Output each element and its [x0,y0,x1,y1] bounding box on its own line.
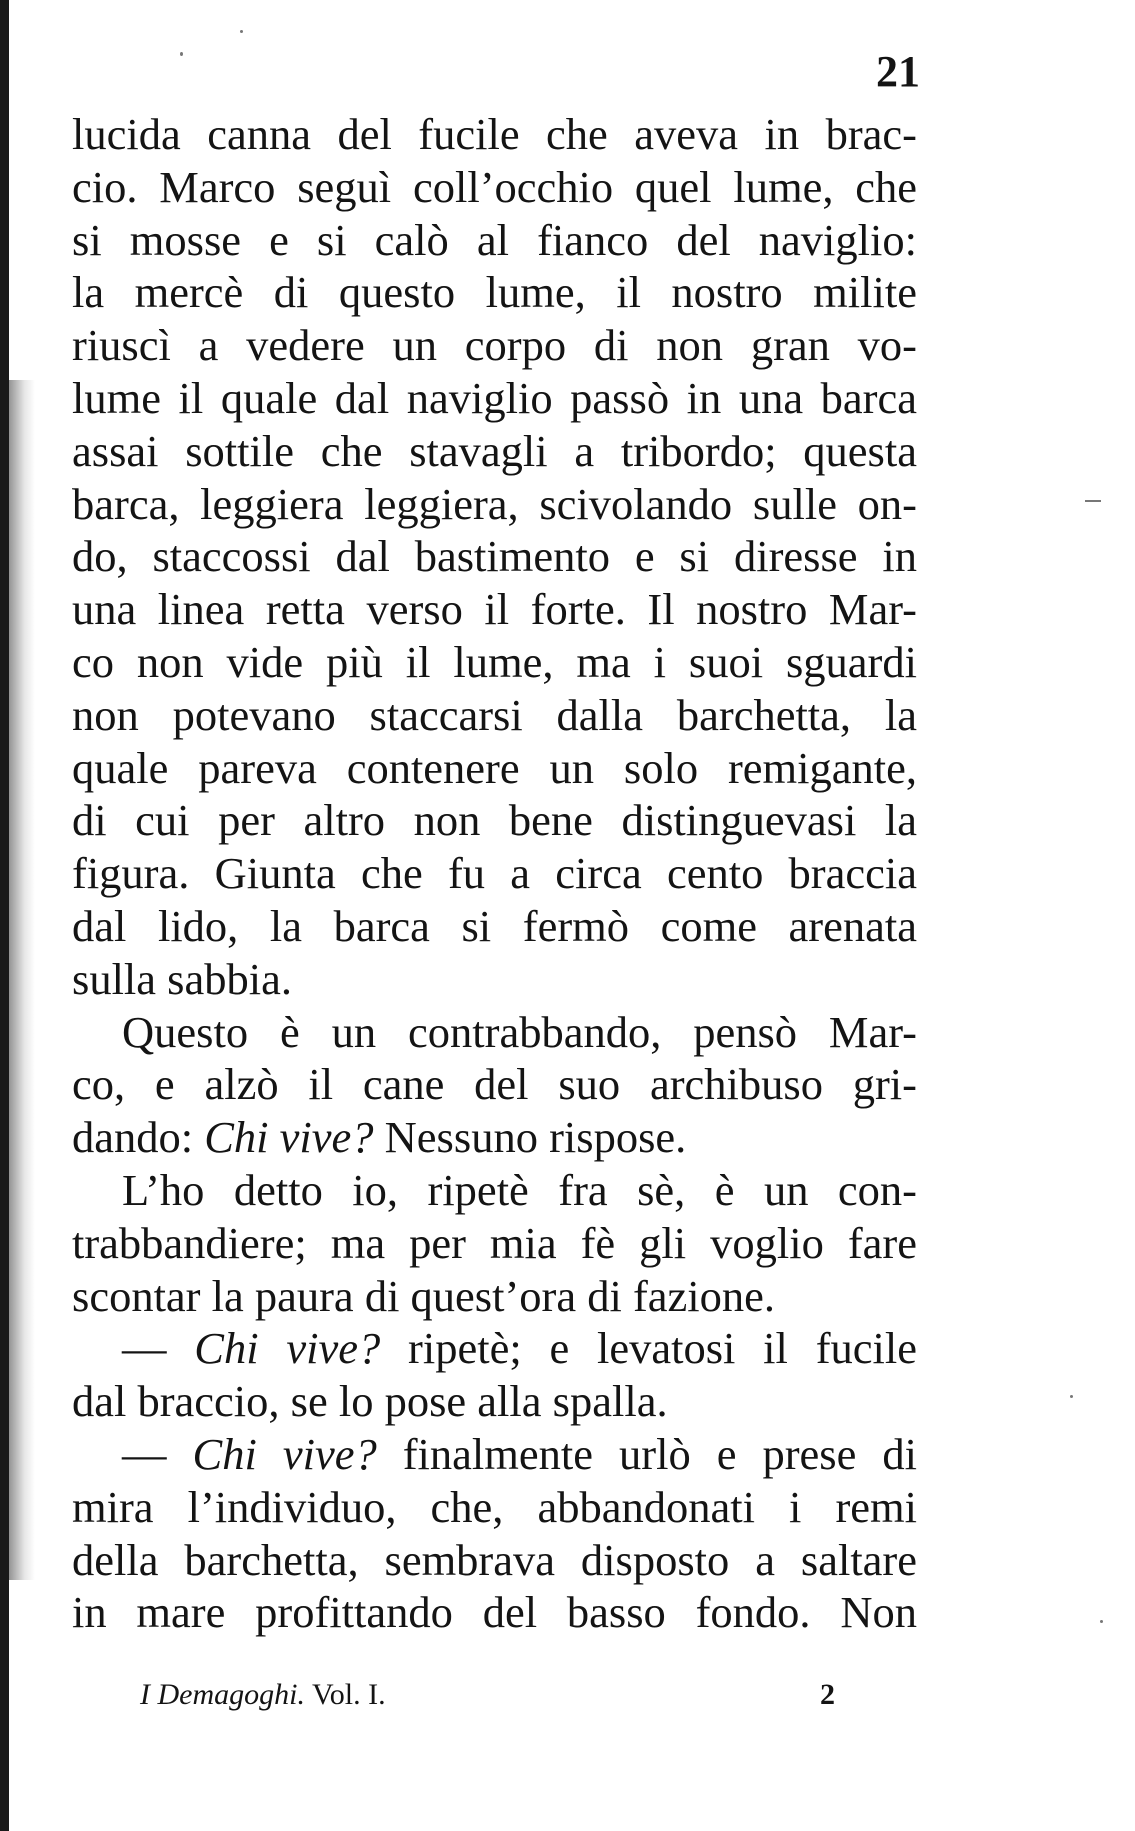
text-line: assai sottile che stavagli a tribordo; questa [72,425,917,476]
text-line: una linea retta verso il forte. Il nostro Mar- [72,584,917,635]
text-line: la mercè di questo lume, il nostro milite [72,267,917,318]
binding-edge [0,0,9,1831]
page-number: 21 [876,47,920,96]
text-line: dando: Chi vive? Nessuno rispose. [72,1112,687,1163]
text-line: co non vide più il lume, ma i suoi sguardi [72,636,917,687]
text-line: trabbandiere; ma per mia fè gli voglio fare [72,1217,917,1268]
text-line: lucida canna del fucile che aveva in brac- [72,109,917,159]
text-line: dal braccio, se lo pose alla spalla. [72,1376,668,1427]
text-line: cio. Marco seguì coll’occhio quel lume, che [72,161,917,212]
text-line: Questo è un contrabbando, pensò Mar- [122,1006,917,1057]
text-line: mira l’individuo, che, abbandonati i remi [72,1481,917,1532]
scan-speck [180,52,183,56]
binding-shadow [9,380,35,1580]
text-line: barca, leggiera leggiera, scivolando sulle on- [72,478,917,529]
text-line: in mare profittando del basso fondo. Non [72,1587,917,1638]
footer-volume: Vol. I. [311,1678,386,1711]
scan-speck [240,30,243,33]
text-line: lume il quale dal naviglio passò in una barca [72,372,917,423]
text-line: non potevano staccarsi dalla barchetta, la [72,689,917,740]
text-line: sulla sabbia. [72,953,292,1004]
signature-mark: 2 [820,1678,835,1711]
italic-phrase: Chi vive? [192,1428,377,1479]
page-footer [140,1680,840,1710]
italic-phrase: Chi vive? [204,1112,374,1163]
text-line: co, e alzò il cane del suo archibuso gri- [72,1059,917,1110]
scan-speck [1085,500,1101,502]
text-line: dal lido, la barca si fermò come arenata [72,900,917,951]
text-line: — Chi vive? ripetè; e levatosi il fucile [122,1323,917,1374]
body-text [72,108,917,1639]
text-line: figura. Giunta che fu a circa cento braccia [72,848,917,899]
text-line: do, staccossi dal bastimento e si diresse in [72,531,917,582]
text-line: di cui per altro non bene distinguevasi la [72,795,917,846]
scan-speck [1070,1395,1073,1398]
text-line: quale pareva contenere un solo remigante, [72,742,917,793]
text-line: della barchetta, sembrava disposto a saltare [72,1534,917,1585]
text-line: riuscì a vedere un corpo di non gran vo- [72,320,917,371]
text-line: L’ho detto io, ripetè fra sè, è un con- [122,1164,917,1215]
scan-speck [1100,1620,1103,1623]
footer-book-title: I Demagoghi. [140,1678,305,1711]
text-line: scontar la paura di quest’ora di fazione. [72,1270,776,1321]
text-line: — Chi vive? finalmente urlò e prese di [122,1428,917,1479]
text-line: si mosse e si calò al fianco del naviglio: [72,214,917,265]
italic-phrase: Chi vive? [194,1323,381,1374]
